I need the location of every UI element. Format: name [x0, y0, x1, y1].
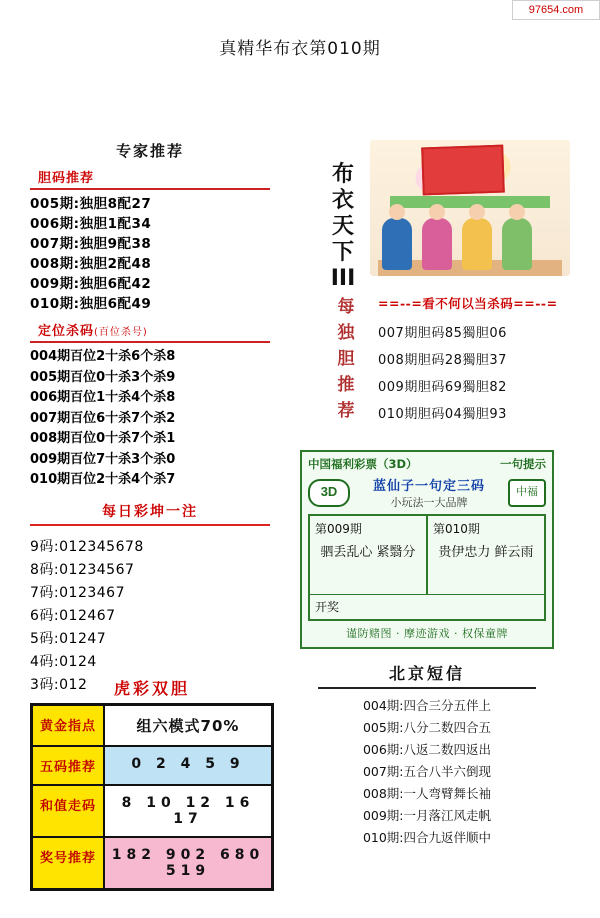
ticket-grid [308, 514, 546, 621]
open-result-row: 开奖 [309, 595, 545, 620]
huacai-row-value: 0 2 4 5 9 [104, 746, 272, 785]
list-item: 009期胆码69獨胆82 [378, 380, 507, 395]
huacai-row-label: 五码推荐 [32, 746, 104, 785]
huacai-table [30, 703, 274, 891]
list-item: 005期百位0十杀3个杀9 [30, 369, 176, 385]
kill-band-text: 定位杀码 [38, 324, 95, 339]
page-title: 真精华布衣第010期 [219, 39, 381, 59]
list-item: 009期:独胆6配42 [30, 276, 152, 292]
period-label: 第009期 [315, 522, 362, 536]
beijing-list [300, 695, 554, 849]
lottery-ticket-card [300, 450, 554, 649]
ticket-hint: 一句提示 [500, 457, 546, 471]
list-item: 8码:01234567 [30, 561, 135, 578]
dan-band-label: 胆码推荐 [38, 171, 95, 186]
huacai-row-label: 黄金指点 [32, 705, 104, 746]
daily-pick-title: 每日彩坤一注 [30, 501, 270, 526]
list-item: 4码:0124 [30, 653, 97, 670]
expert-heading: 专家推荐 [115, 142, 184, 160]
kill-band-label [30, 320, 270, 339]
kill-list [30, 347, 270, 491]
beijing-title: 北京短信 [388, 664, 465, 683]
list-item: 9码:012345678 [30, 538, 144, 555]
ticket-brand: 中国福利彩票（3D） [308, 457, 418, 471]
list-item: 5码:01247 [30, 630, 107, 647]
huacai-row-label: 和值走码 [32, 785, 104, 837]
beijing-sms-block [300, 661, 554, 849]
list-item: 007期胆码85獨胆06 [378, 326, 507, 341]
three-d-logo-icon: 3D [308, 479, 350, 507]
slogan-main: 蓝仙子一句定三码 [372, 479, 485, 494]
huacai-row-value: 8 10 12 16 17 [104, 785, 272, 837]
list-item: 007期百位6十杀7个杀2 [30, 410, 176, 426]
huacai-block [30, 676, 274, 891]
slogan-sub: 小玩法一大品牌 [390, 496, 468, 509]
list-item: 010期:独胆6配49 [30, 296, 152, 312]
list-item: 009期:一月落江风走帆 [362, 808, 492, 823]
poem-text: 驷丢乱心 紧翳分 [320, 545, 416, 560]
divider-1 [30, 188, 270, 190]
list-item: 008期:一人弯臂舞长袖 [362, 786, 492, 801]
dan-heading: ==--=看不何以当杀码==--= [378, 296, 558, 311]
list-item: 3码:012 [30, 676, 88, 693]
list-item: 007期:独胆9配38 [30, 236, 152, 252]
list-item: 008期百位0十杀7个杀1 [30, 431, 176, 446]
list-item: 010期百位2十杀4个杀7 [30, 472, 176, 487]
list-item: 006期:独胆1配34 [30, 216, 152, 232]
list-item: 007期:五合八半六倒现 [362, 764, 492, 779]
list-item: 004期百位2十杀6个杀8 [30, 349, 176, 364]
right-column [300, 140, 578, 849]
buyi-banner [300, 140, 578, 291]
ticket-footer: 谨防赌图 · 摩迹游戏 · 权保童牌 [346, 627, 508, 640]
poem-text: 贵伊忠力 鲜云雨 [438, 545, 534, 560]
period-label: 第010期 [433, 522, 480, 536]
dan-recommend-block [300, 294, 578, 440]
list-item: 005期:独胆8配27 [30, 196, 152, 212]
list-item: 009期百位7十杀3个杀0 [30, 451, 176, 467]
banner-illustration-icon [370, 140, 570, 276]
huacai-row-label: 奖号推荐 [32, 837, 104, 889]
huacai-row-value: 182 902 680 519 [104, 837, 272, 889]
dan-vertical-title: 每独胆推荐 [337, 297, 355, 421]
code-list [30, 536, 270, 697]
dan-code-list [378, 320, 578, 428]
ticket-slogan [350, 475, 508, 510]
list-item: 008期胆码28獨胆37 [378, 353, 507, 368]
list-item: 006期百位1十杀4个杀8 [30, 390, 176, 405]
list-item: 005期:八分二数四合五 [362, 720, 492, 735]
huacai-row-value: 组六模式70% [104, 705, 272, 746]
ticket-cell-left [309, 515, 427, 595]
list-item: 010期胆码04獨胆93 [378, 407, 507, 422]
ticket-midbar [308, 475, 546, 510]
left-column [30, 140, 270, 697]
list-item: 7码:0123467 [30, 584, 125, 601]
dan-list [30, 194, 270, 314]
divider-2 [30, 341, 270, 343]
buyi-vertical-title: 布衣天下III [330, 162, 356, 291]
kill-band-note: (百位杀号) [94, 327, 148, 338]
list-item: 004期:四合三分五伴上 [362, 698, 492, 713]
list-item: 008期:独胆2配48 [30, 256, 152, 272]
divider-3 [318, 687, 536, 689]
ticket-header [308, 456, 546, 472]
site-watermark: 97654.com [512, 0, 600, 20]
list-item: 006期:八返二数四返出 [362, 742, 492, 757]
huacai-title: 虎彩双胆 [113, 679, 190, 698]
list-item: 010期:四合九返伴顺中 [362, 830, 492, 845]
welfare-logo-icon: 中福 [508, 479, 546, 507]
ticket-cell-right [427, 515, 545, 595]
list-item: 6码:012467 [30, 607, 116, 624]
